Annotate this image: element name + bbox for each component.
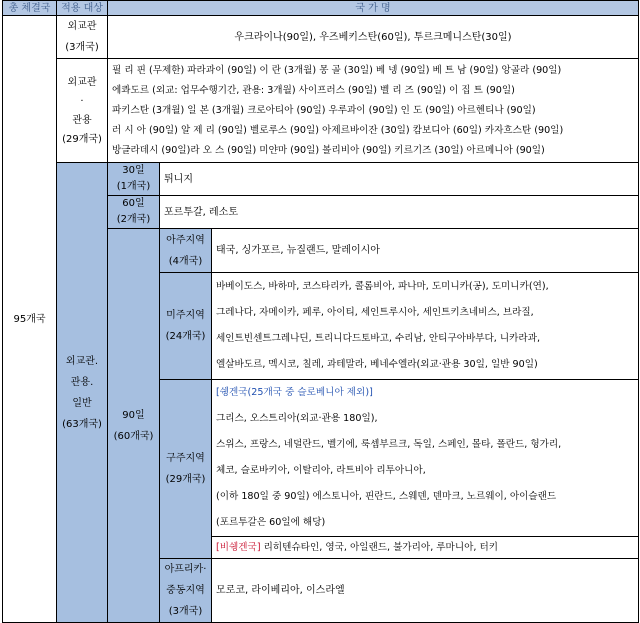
label-diplomatic: 외교관 (3개국): [57, 16, 108, 59]
label-africa-me: 아프리카· 중동지역 (3개국): [160, 559, 212, 623]
header-target: 적용 대상: [57, 1, 108, 16]
label-30-days: 30일 (1개국): [108, 163, 160, 196]
label-diplomatic-official: 외교관 · 관용 (29개국): [57, 59, 108, 163]
label-60-days: 60일 (2개국): [108, 196, 160, 229]
countries-europe-schengen: [쉥겐국(25개국 중 슬로베니아 제외)] 그리스, 오스트리아(외교·관용 180일), 스위스, 프랑스, 네덜란드, 벨기에, 룩셈부르크, 독일, 스페인, 몰타, 폴란드, 헝가리, 체코, 슬로바키아, 이탈리아, 라트비아 리투아니아, (이하 180일 중 90일) 에스토니아, 핀란드, 스웨덴, 덴마크, 노르웨이, 아이슬랜드 (포르투갈은 60일에 해당): [212, 380, 639, 537]
label-europe: 구주지역 (29개국): [160, 380, 212, 559]
countries-america: 바베이도스, 바하마, 코스타리카, 콜롬비아, 파나마, 도미니카(공), 도미니카(연), 그레나다, 자메이카, 페루, 아이티, 세인트루시아, 세인트키츠네비스, 브라질, 세인트빈센트그레나딘, 트리니다드토바고, 수리남, 안티구아바부다, 니카라과, 엘살바도르, 멕시코, 칠레, 과테말라, 베네수엘라(외교·관용 30일, 일반 90일): [212, 273, 639, 380]
countries-europe-non-schengen: [비쉥겐국] 리히텐슈타인, 영국, 아일랜드, 불가리아, 루마니아, 터키: [212, 537, 639, 559]
countries-30-days: 튀니지: [160, 163, 639, 196]
countries-diplomatic: 우크라이나(90일), 우즈베키스탄(60일), 투르크메니스탄(30일): [108, 16, 639, 59]
countries-diplomatic-official: 필 리 핀 (무제한) 파라과이 (90일) 이 란 (3개월) 몽 골 (30일) 베 넹 (90일) 베 트 남 (90일) 앙골라 (90일) 에콰도르 (외교: 업무수행기간, 관용: 3개월) 사이프러스 (90일) 벨 리 즈 (90일) 이 집 트 (90일) 파키스탄 (3개월) 일 본 (3개월) 크로아티아 (90일) 우루과이 (90일) 인 도 (90일) 아르헨티나 (90일) 러 시 아 (90일) 알 제 리 (90일) 벨로루스 (90일) 아제르바이잔 (30일) 캄보디아 (60일) 카자흐스탄 (90일) 방글라데시 (90일)라 오 스 (90일) 미얀마 (90일) 볼리비아 (90일) 키르기즈 (30일) 아르메니아 (90일): [108, 59, 639, 163]
countries-africa-me: 모로코, 라이베리아, 이스라엘: [212, 559, 639, 623]
label-90-days: 90일 (60개국): [108, 229, 160, 623]
visa-waiver-table: [2, 0, 639, 623]
schengen-tag: [쉥겐국(25개국 중 슬로베니아 제외)]: [216, 387, 373, 398]
row-30-days: [3, 163, 639, 196]
countries-60-days: 포르투갈, 레소토: [160, 196, 639, 229]
label-america: 미주지역 (24개국): [160, 273, 212, 380]
total-count: 95개국: [3, 16, 57, 623]
row-diplomatic-official: [3, 59, 639, 163]
row-diplomatic: [3, 16, 639, 59]
non-schengen-tag: [비쉥겐국]: [216, 542, 261, 553]
label-asia: 아주지역 (4개국): [160, 229, 212, 273]
header-row: [3, 1, 639, 16]
countries-asia: 태국, 싱가포르, 뉴질랜드, 말레이시아: [212, 229, 639, 273]
label-general: 외교관. 관용. 일반 (63개국): [57, 163, 108, 623]
header-countries: 국 가 명: [108, 1, 639, 16]
header-total: 총 체결국: [3, 1, 57, 16]
